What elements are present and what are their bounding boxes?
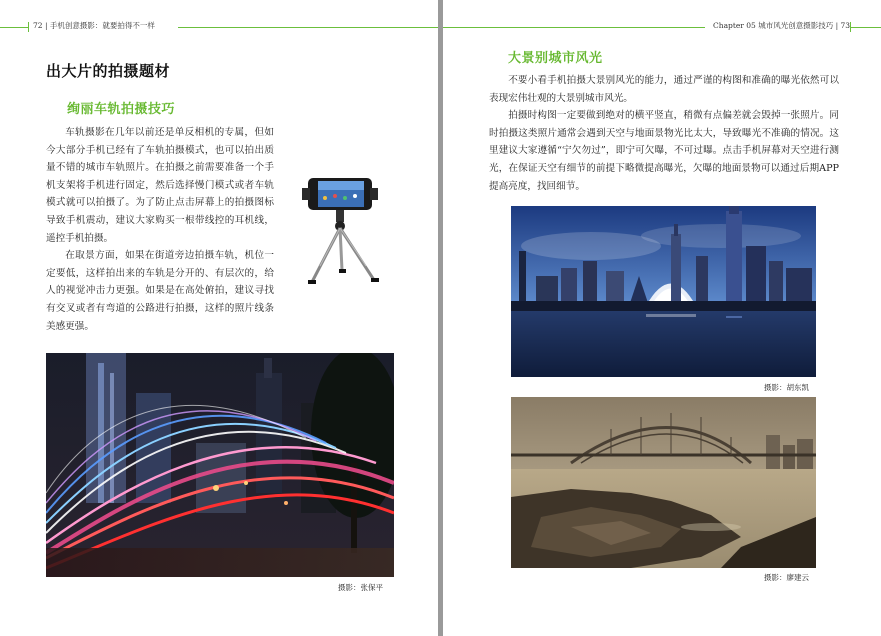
phone-tripod-image [290, 170, 390, 290]
photo-caption: 摄影：张保平 [338, 583, 383, 592]
page-number: 72 [33, 21, 43, 30]
header-separator: | [44, 21, 50, 30]
header-rule [0, 27, 28, 28]
running-header [713, 20, 850, 31]
book-title: 手机创意摄影：就要拍得不一样 [49, 21, 155, 30]
paragraph: 在取景方面，如果在街道旁边拍摄车轨，机位一定要低，这样拍出来的车轨是分开的、有层次的，给人的视觉冲击力更强。如果是在高处俯拍，建议寻找有交叉或者有弯道的公路进行拍摄，这样的照片线条美感更强。 [46, 250, 274, 332]
right-page [443, 0, 881, 636]
body-text [46, 124, 274, 335]
section-title: 大景别城市风光 [508, 51, 603, 66]
header-rule [850, 27, 881, 28]
left-page [0, 0, 438, 636]
photo1-caption: 摄影：胡东凯 [764, 383, 809, 392]
body-text [489, 72, 839, 195]
paragraph: 拍摄时构图一定要做到绝对的横平竖直，稍微有点偏差就会毁掉一张照片。同时拍摄这类照片通常会遇到天空与地面景物光比太大，导致曝光不准确的情况。这里建议大家遵循“宁欠勿过”，即宁可欠曝，不可过曝。点击手机屏幕对天空进行测光，在保证天空有细节的前提下略微提高曝光，欠曝的地面景物可以通过后期APP提高亮度，找回细节。 [489, 110, 839, 192]
main-title: 出大片的拍摄题材 [46, 62, 171, 80]
chapter-title: Chapter 05 城市风光创意摄影技巧 [713, 21, 834, 30]
section-title: 绚丽车轨拍摄技巧 [67, 102, 176, 117]
header-separator: | [835, 21, 841, 30]
city-skyline-photo [511, 206, 816, 377]
paragraph: 不要小看手机拍摄大景别风光的能力，通过严谨的构图和准确的曝光依然可以表现宏伟壮观的大景别城市风光。 [489, 75, 839, 104]
running-header [33, 20, 155, 31]
header-rule-left [443, 27, 705, 28]
light-trails-photo [46, 353, 394, 577]
page-number: 73 [840, 21, 851, 30]
photo2-caption: 摄影：廖建云 [764, 573, 809, 582]
header-rule-right [178, 27, 438, 28]
header-tick [28, 22, 29, 32]
bridge-photo [511, 397, 816, 568]
paragraph: 车轨摄影在几年以前还是单反相机的专属，但如今大部分手机已经有了车轨拍摄模式，也可以拍出质量不错的城市车轨照片。在拍摄之前需要准备一个手机支架将手机进行固定，然后选择慢门模式或者车轨模式就可以拍摄了。为了防止点击屏幕上的拍摄图标导致手机震动，建议大家购买一根带线控的耳机线，遥控手机拍摄。 [46, 127, 274, 244]
